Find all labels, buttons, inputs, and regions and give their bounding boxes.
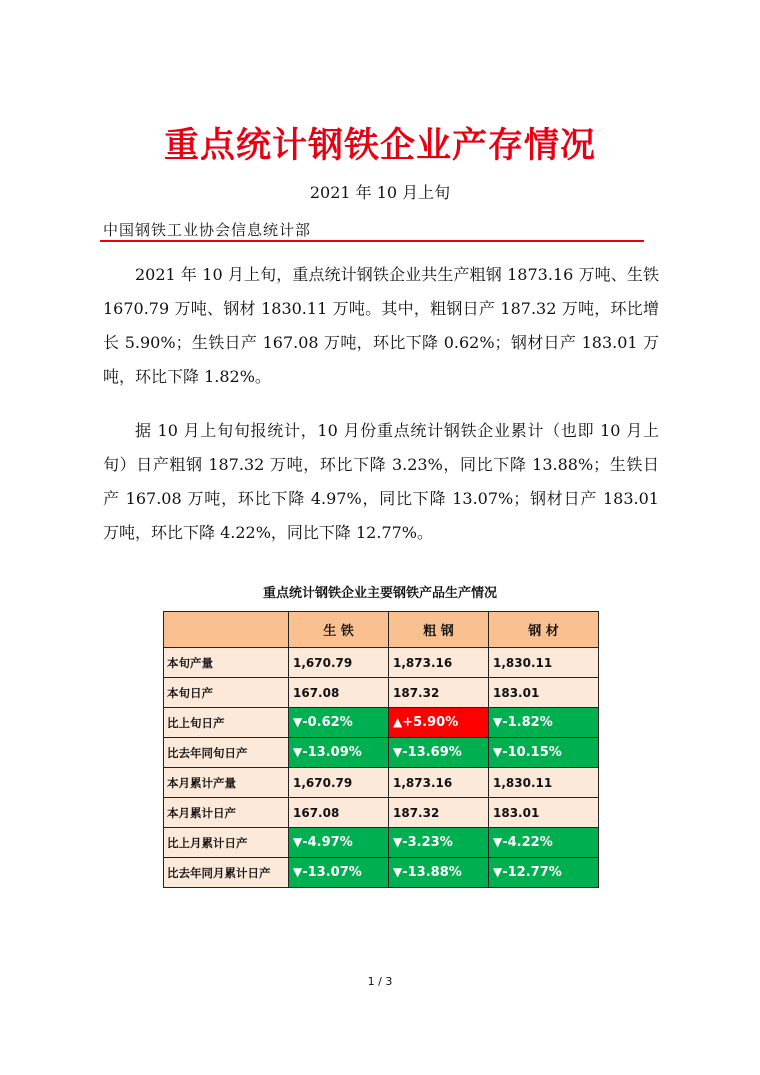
table-cell <box>389 798 489 828</box>
table-row <box>164 648 599 678</box>
cell-value: 167.08 <box>293 685 340 700</box>
cell-value: 1,873.16 <box>393 655 453 670</box>
table-cell <box>489 648 599 678</box>
table-cell <box>389 858 489 888</box>
header-pig-iron: 生 铁 <box>289 612 389 648</box>
table-cell <box>389 768 489 798</box>
table-row <box>164 708 599 738</box>
down-arrow-icon: ▼ <box>493 835 503 849</box>
table-cell <box>389 738 489 768</box>
header-steel-products: 钢 材 <box>489 612 599 648</box>
cell-value: -13.88% <box>402 865 462 880</box>
table-cell <box>289 738 389 768</box>
table-header-row <box>164 612 599 648</box>
paragraph-monthly: 据 10 月上旬旬报统计，10 月份重点统计钢铁企业累计（也即 10 月上旬）日产粗钢 187.32 万吨，环比下降 3.23%，同比下降 13.88%；生铁日产 167.08 万吨，环比下降 4.97%，同比下降 13.07%；钢材日产 183.01 万吨，环比下降 4.22%，同比下降 12.77%。 <box>103 421 659 542</box>
table-row <box>164 678 599 708</box>
paragraph-summary: 2021 年 10 月上旬，重点统计钢铁企业共生产粗钢 1873.16 万吨、生铁 1670.79 万吨、钢材 1830.11 万吨。其中，粗钢日产 187.32 万吨，环比增长 5.90%；生铁日产 167.08 万吨，环比下降 0.62%；钢材日产 183.01 万吨，环比下降 1.82%。 <box>103 265 659 386</box>
row-label: 比上旬日产 <box>164 708 289 738</box>
table-cell <box>289 678 389 708</box>
down-arrow-icon: ▼ <box>293 715 303 729</box>
down-arrow-icon: ▼ <box>293 865 303 879</box>
table-row <box>164 768 599 798</box>
table-cell <box>489 768 599 798</box>
down-arrow-icon: ▼ <box>393 745 403 759</box>
cell-value: -0.62% <box>302 715 353 730</box>
cell-value: -13.69% <box>402 745 462 760</box>
table-cell <box>389 708 489 738</box>
table-title: 重点统计钢铁企业主要钢铁产品生产情况 <box>262 586 497 601</box>
down-arrow-icon: ▼ <box>493 745 503 759</box>
table-cell <box>389 678 489 708</box>
cell-value: 1,873.16 <box>393 775 453 790</box>
cell-value: 1,670.79 <box>293 775 353 790</box>
down-arrow-icon: ▼ <box>493 865 503 879</box>
organization-name: 中国钢铁工业协会信息统计部 <box>103 221 312 239</box>
row-label: 本月累计产量 <box>164 768 289 798</box>
table-cell <box>489 858 599 888</box>
cell-value: -13.07% <box>302 865 362 880</box>
row-label: 本月累计日产 <box>164 798 289 828</box>
table-cell <box>289 858 389 888</box>
down-arrow-icon: ▼ <box>493 715 503 729</box>
table-cell <box>389 828 489 858</box>
header-divider <box>100 240 644 242</box>
cell-value: -13.09% <box>302 745 362 760</box>
header-corner <box>164 612 289 648</box>
table-cell <box>489 708 599 738</box>
down-arrow-icon: ▼ <box>293 745 303 759</box>
table-body <box>164 648 599 888</box>
row-label: 比上月累计日产 <box>164 828 289 858</box>
cell-value: +5.90% <box>402 715 459 730</box>
table-cell <box>289 648 389 678</box>
table-row <box>164 828 599 858</box>
cell-value: 1,830.11 <box>493 655 553 670</box>
cell-value: 183.01 <box>493 685 540 700</box>
cell-value: -4.97% <box>302 835 353 850</box>
table-row <box>164 798 599 828</box>
cell-value: 1,830.11 <box>493 775 553 790</box>
row-label: 本旬产量 <box>164 648 289 678</box>
cell-value: -12.77% <box>502 865 562 880</box>
down-arrow-icon: ▼ <box>293 835 303 849</box>
table-cell <box>289 708 389 738</box>
header-crude-steel: 粗 钢 <box>389 612 489 648</box>
table-cell <box>489 798 599 828</box>
table-cell <box>489 738 599 768</box>
page-number: 1 / 3 <box>367 975 393 988</box>
row-label: 比去年同月累计日产 <box>164 858 289 888</box>
up-arrow-icon: ▲ <box>393 715 403 729</box>
cell-value: -3.23% <box>402 835 453 850</box>
cell-value: 187.32 <box>393 685 440 700</box>
row-label: 本旬日产 <box>164 678 289 708</box>
table-cell <box>289 798 389 828</box>
table-row <box>164 858 599 888</box>
cell-value: 183.01 <box>493 805 540 820</box>
table-row <box>164 738 599 768</box>
row-label: 比去年同旬日产 <box>164 738 289 768</box>
cell-value: -10.15% <box>502 745 562 760</box>
cell-value: 1,670.79 <box>293 655 353 670</box>
table-cell <box>489 828 599 858</box>
production-table <box>163 611 599 888</box>
cell-value: 167.08 <box>293 805 340 820</box>
table-cell <box>489 678 599 708</box>
cell-value: -1.82% <box>502 715 553 730</box>
table-cell <box>289 828 389 858</box>
down-arrow-icon: ▼ <box>393 865 403 879</box>
document-title: 重点统计钢铁企业产存情况 <box>163 126 596 166</box>
down-arrow-icon: ▼ <box>393 835 403 849</box>
report-date: 2021 年 10 月上旬 <box>309 183 451 202</box>
table-cell <box>389 648 489 678</box>
cell-value: -4.22% <box>502 835 553 850</box>
table-cell <box>289 768 389 798</box>
cell-value: 187.32 <box>393 805 440 820</box>
